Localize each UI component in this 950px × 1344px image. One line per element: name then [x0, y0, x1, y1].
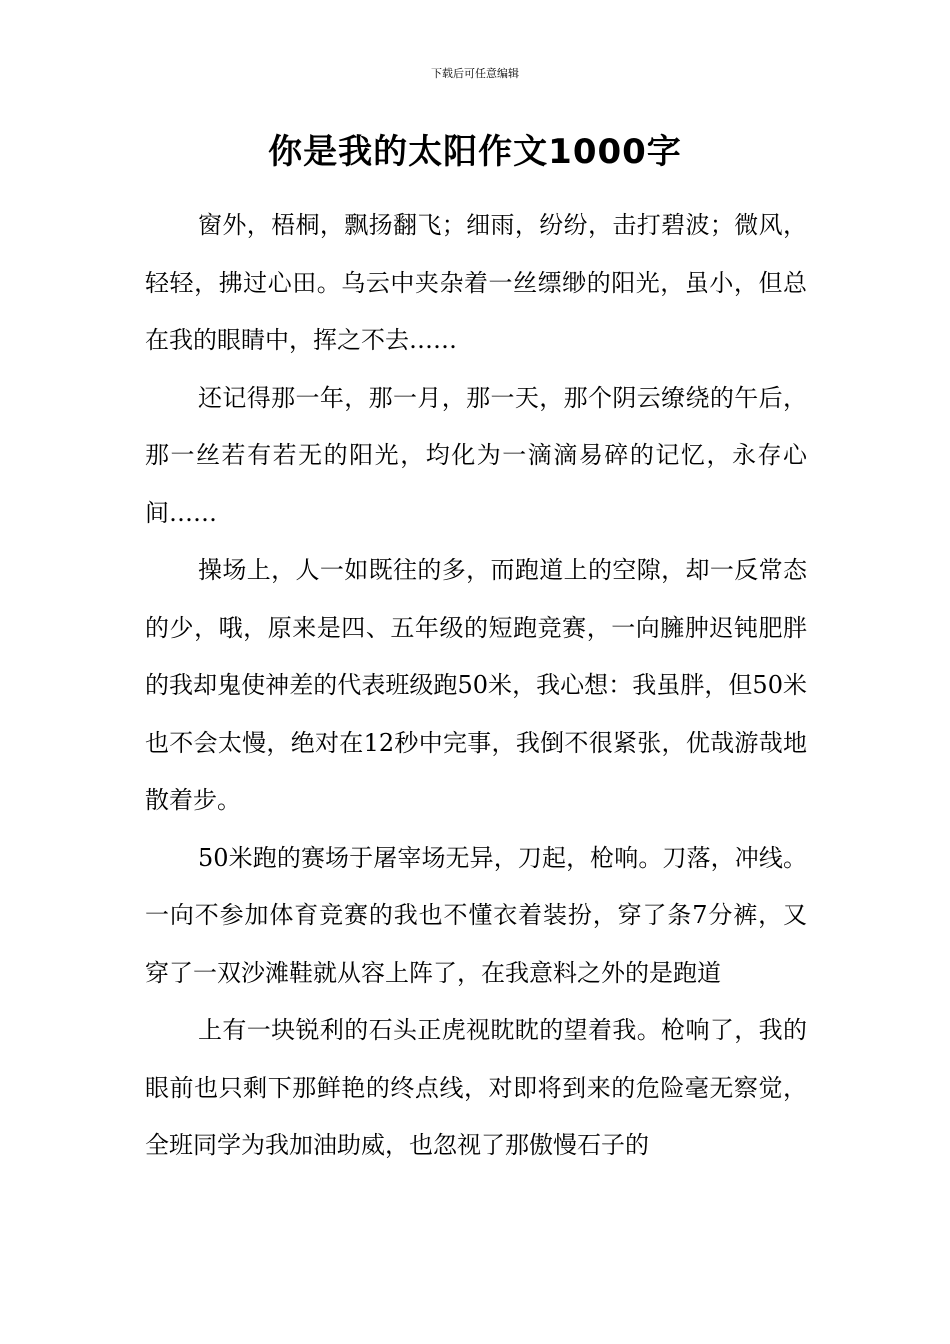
paragraph: 操场上，人一如既往的多，而跑道上的空隙，却一反常态的少，哦，原来是四、五年级的短跑竞赛，一向臃肿迟钝肥胖的我却鬼使神差的代表班级跑50米，我心想：我虽胖，但50米也不会太慢，绝对在12秒中完事，我倒不很紧张，优哉游哉地散着步。	[145, 556, 807, 814]
document-body	[145, 197, 807, 1175]
paragraph: 还记得那一年，那一月，那一天，那个阴云缭绕的午后，那一丝若有若无的阳光，均化为一滴滴易碎的记忆，永存心间……	[145, 383, 807, 527]
header-note: 下载后可任意编辑	[431, 67, 519, 80]
document-title: 你是我的太阳作文1000字	[268, 132, 682, 172]
paragraph: 上有一块锐利的石头正虎视眈眈的望着我。枪响了，我的眼前也只剩下那鲜艳的终点线，对即将到来的危险毫无察觉，全班同学为我加油助威，也忽视了那傲慢石子的	[145, 1016, 807, 1159]
paragraph: 窗外，梧桐，飘扬翻飞；细雨，纷纷，击打碧波；微风，轻轻，拂过心田。乌云中夹杂着一丝缥缈的阳光，虽小，但总在我的眼睛中，挥之不去……	[145, 211, 807, 354]
paragraph: 50米跑的赛场于屠宰场无异，刀起，枪响。刀落，冲线。一向不参加体育竞赛的我也不懂衣着装扮，穿了条7分裤，又穿了一双沙滩鞋就从容上阵了，在我意料之外的是跑道	[145, 843, 807, 987]
